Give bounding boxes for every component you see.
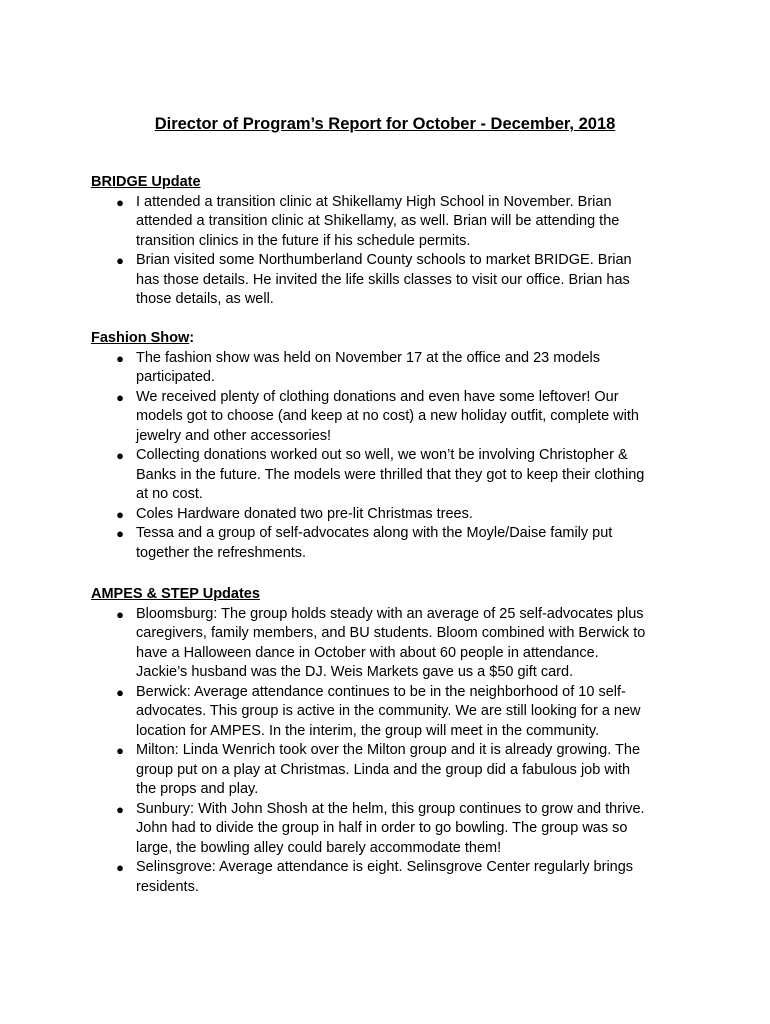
list-item-line: attended a transition clinic at Shikellamy, as well. Brian will be attending the: [136, 213, 620, 229]
section-ampes-step-updates: [91, 585, 691, 897]
list-item-line: residents.: [136, 878, 199, 895]
list-item-line: Bloomsburg: The group holds steady with an average of 25 self-advocates plus: [136, 605, 644, 622]
bullet-icon: ●: [116, 526, 124, 541]
list-item-line: Banks in the future. The models were thrilled that they got to keep their clothing: [136, 466, 645, 483]
section-heading: [91, 585, 691, 605]
list-item: [91, 505, 691, 525]
bullet-list: [91, 605, 691, 898]
list-item: [91, 446, 691, 505]
list-item-line: location for AMPES. In the interim, the group will meet in the community.: [136, 722, 600, 739]
list-item: [91, 524, 691, 563]
list-item-line: advocates. This group is active in the community. We are still looking for a new: [136, 703, 641, 719]
section-heading-text: AMPES & STEP Updates: [91, 586, 260, 602]
list-item-line: transition clinics in the future if his schedule permits.: [136, 232, 471, 249]
bullet-icon: ●: [116, 350, 124, 366]
list-item-line: Selinsgrove: Average attendance is eight. Selinsgrove Center regularly brings: [136, 859, 634, 875]
list-item-line: Collecting donations worked out so well, we won’t be involving Christopher &: [136, 447, 628, 463]
bullet-icon: ●: [116, 194, 124, 210]
list-item-line: together the refreshments.: [136, 544, 307, 561]
list-item-line: at no cost.: [136, 486, 203, 502]
bullet-list: [91, 349, 691, 564]
list-item: [91, 349, 691, 388]
list-item-line: Brian visited some Northumberland County schools to market BRIDGE. Brian: [136, 252, 632, 268]
list-item-line: the props and play.: [136, 781, 259, 797]
section-fashion-show: [91, 329, 691, 563]
bullet-icon: ●: [116, 860, 124, 875]
list-item-line: group put on a play at Christmas. Linda and the group did a fabulous job with: [136, 761, 631, 778]
list-item-line: participated.: [136, 369, 215, 385]
list-item-line: We received plenty of clothing donations and even have some leftover! Our: [136, 388, 619, 405]
list-item-line: Coles Hardware donated two pre-lit Christmas trees.: [136, 505, 473, 522]
list-item-line: John had to divide the group in half in order to go bowling. The group was so: [136, 820, 628, 836]
bullet-icon: ●: [116, 743, 124, 758]
list-item-line: large, the bowling alley could barely accommodate them!: [136, 839, 502, 856]
section-heading-text: BRIDGE Update: [91, 174, 201, 190]
list-item: [91, 800, 691, 859]
bullet-icon: ●: [116, 684, 124, 700]
list-item: [91, 251, 691, 310]
section-bridge-update: [91, 173, 691, 310]
bullet-icon: ●: [116, 606, 124, 622]
section-heading-text: Fashion Show: [91, 330, 190, 346]
bullet-icon: ●: [116, 389, 124, 405]
page-title: Director of Program’s Report for October - December, 2018: [154, 115, 616, 133]
list-item-line: Sunbury: With John Shosh at the helm, this group continues to grow and thrive.: [136, 800, 645, 817]
bullet-icon: ●: [116, 506, 124, 522]
list-item: [91, 741, 691, 800]
list-item-line: those details, as well.: [136, 291, 274, 307]
section-heading-suffix: :: [189, 330, 195, 346]
list-item-line: jewelry and other accessories!: [136, 427, 332, 444]
list-item-line: Milton: Linda Wenrich took over the Milton group and it is already growing. The: [136, 742, 641, 758]
list-item-line: The fashion show was held on November 17 at the office and 23 models: [136, 349, 601, 366]
section-heading: [91, 329, 691, 349]
list-item-line: has those details. He invited the life skills classes to visit our office. Brian has: [136, 271, 630, 288]
list-item-line: caregivers, family members, and BU students. Bloom combined with Berwick to: [136, 625, 646, 641]
list-item-line: models got to choose (and keep at no cost) a new holiday outfit, complete with: [136, 408, 639, 424]
list-item: [91, 683, 691, 742]
list-item-line: Tessa and a group of self-advocates along with the Moyle/Daise family put: [136, 525, 613, 541]
list-item: [91, 388, 691, 447]
section-heading: [91, 173, 691, 193]
list-item: [91, 858, 691, 897]
bullet-icon: ●: [116, 448, 124, 463]
list-item: [91, 193, 691, 252]
list-item-line: Berwick: Average attendance continues to be in the neighborhood of 10 self-: [136, 683, 626, 700]
list-item-line: have a Halloween dance in October with about 60 people in attendance.: [136, 644, 599, 661]
list-item-line: I attended a transition clinic at Shikellamy High School in November. Brian: [136, 193, 612, 210]
list-item-line: Jackie’s husband was the DJ. Weis Markets gave us a $50 gift card.: [136, 664, 574, 680]
bullet-list: [91, 193, 691, 310]
list-item: [91, 605, 691, 683]
bullet-icon: ●: [116, 253, 124, 268]
bullet-icon: ●: [116, 801, 124, 817]
